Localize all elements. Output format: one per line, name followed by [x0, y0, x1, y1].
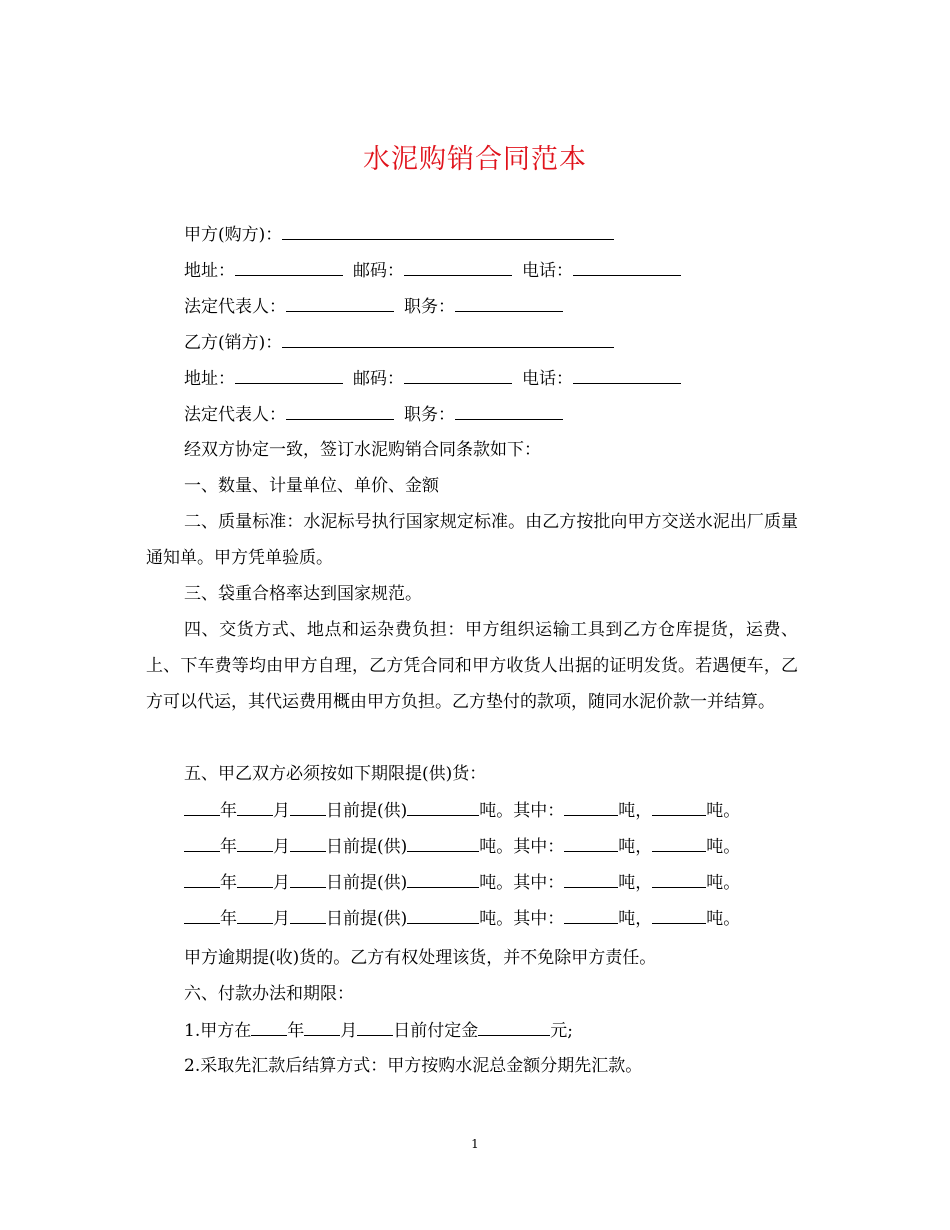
party-b-position-label: 职务： [404, 405, 455, 425]
party-a-phone-label: 电话： [522, 261, 573, 281]
clause-6: 六、付款办法和期限： [184, 984, 354, 1004]
party-b-label: 乙方(销方)： [184, 333, 283, 353]
party-b-phone-label: 电话： [522, 369, 573, 389]
clause-2: 二、质量标准：水泥标号执行国家规定标准。由乙方按批向甲方交送水泥出厂质量通知单。甲方凭单验质。 [146, 512, 798, 568]
document-title: 水泥购销合同范本 [363, 144, 587, 175]
party-b-address-blank [235, 366, 343, 384]
party-b-rep-line [184, 402, 563, 427]
schedule-row: 年 月 日前提(供) 吨。其中： 吨， 吨。 [184, 834, 740, 859]
party-a-position-blank [455, 294, 563, 312]
schedule-row: 年 月 日前提(供) 吨。其中： 吨， 吨。 [184, 798, 740, 823]
party-a-contact-line [184, 258, 681, 283]
party-a-postcode-blank [404, 258, 512, 276]
party-a-address-label: 地址： [184, 261, 235, 281]
party-a-phone-blank [573, 258, 681, 276]
party-a-line [184, 222, 614, 247]
party-a-rep-label: 法定代表人： [184, 297, 286, 317]
party-b-rep-blank [286, 402, 394, 420]
party-a-rep-line [184, 294, 563, 319]
party-a-position-label: 职务： [404, 297, 455, 317]
schedule-row: 年 月 日前提(供) 吨。其中： 吨， 吨。 [184, 870, 740, 895]
clause-3: 三、袋重合格率达到国家规范。 [184, 584, 422, 604]
payment-item-1: 1.甲方在 年 月 日前付定金 元; [184, 1018, 573, 1043]
intro-line: 经双方协定一致，签订水泥购销合同条款如下： [184, 440, 541, 460]
clause-5: 五、甲乙双方必须按如下期限提(供)货： [184, 764, 487, 784]
party-a-postcode-label: 邮码： [353, 261, 404, 281]
party-a-label: 甲方(购方)： [184, 225, 283, 245]
party-b-contact-line [184, 366, 681, 391]
party-b-address-label: 地址： [184, 369, 235, 389]
overdue-clause: 甲方逾期提(收)货的。乙方有权处理该货，并不免除甲方责任。 [184, 948, 657, 968]
party-b-position-blank [455, 402, 563, 420]
party-a-name-blank [282, 222, 614, 240]
clause-4: 四、交货方式、地点和运杂费负担：甲方组织运输工具到乙方仓库提货，运费、上、下车费等均由甲方自理，乙方凭合同和甲方收货人出据的证明发货。若遇便车，乙方可以代运，其代运费用概由甲方负担。乙方垫付的款项，随同水泥价款一并结算。 [146, 620, 798, 712]
party-b-phone-blank [573, 366, 681, 384]
party-b-postcode-blank [404, 366, 512, 384]
party-a-address-blank [235, 258, 343, 276]
schedule-row: 年 月 日前提(供) 吨。其中： 吨， 吨。 [184, 906, 740, 931]
payment-item-2: 2.采取先汇款后结算方式：甲方按购水泥总金额分期先汇款。 [184, 1056, 643, 1076]
party-a-rep-blank [286, 294, 394, 312]
page-number: 1 [471, 1137, 479, 1151]
party-b-postcode-label: 邮码： [353, 369, 404, 389]
clause-1: 一、数量、计量单位、单价、金额 [184, 476, 439, 496]
party-b-name-blank [282, 330, 614, 348]
party-b-line [184, 330, 614, 355]
party-b-rep-label: 法定代表人： [184, 405, 286, 425]
